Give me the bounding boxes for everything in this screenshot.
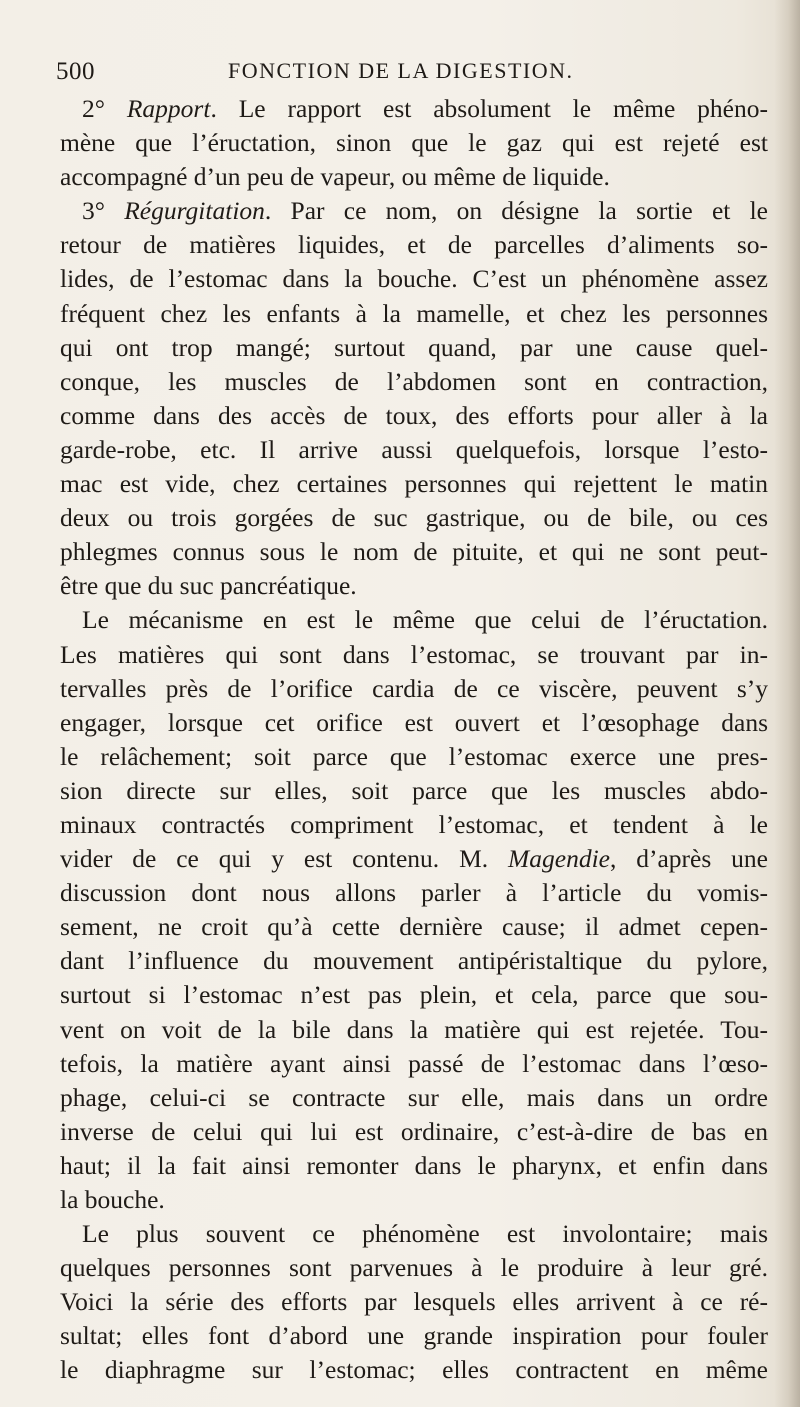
- text-line: dant l’influence du mouvement antipéristaltique du pylore,: [60, 946, 768, 976]
- text-line: vent on voit de la bile dans la matière qui est rejetée. Tou-: [60, 1014, 768, 1044]
- text-line: vider de ce qui y est contenu. M. Magendie, d’après une: [60, 844, 768, 874]
- text-line: phlegmes connus sous le nom de pituite, et qui ne sont peut-: [60, 537, 768, 567]
- text-line: Les matières qui sont dans l’estomac, se trouvant par in-: [60, 639, 768, 669]
- page-header: [56, 58, 756, 92]
- text-line: engager, lorsque cet orifice est ouvert et l’œsophage dans: [60, 707, 768, 737]
- text-line: phage, celui-ci se contracte sur elle, mais dans un ordre: [60, 1082, 768, 1112]
- text-line: comme dans des accès de toux, des efforts pour aller à la: [60, 400, 768, 430]
- text-line: Le plus souvent ce phénomène est involontaire; mais: [82, 1219, 768, 1249]
- body-text: [60, 92, 768, 1388]
- text-line: deux ou trois gorgées de suc gastrique, ou de bile, ou ces: [60, 503, 768, 533]
- text-line: le relâchement; soit parce que l’estomac exerce une pres-: [60, 741, 768, 771]
- text-line: le diaphragme sur l’estomac; elles contractent en même: [60, 1355, 768, 1385]
- text-line: sement, ne croit qu’à cette dernière cause; il admet cepen-: [60, 912, 768, 942]
- page-number: 500: [56, 58, 95, 85]
- text-line: la bouche.: [60, 1185, 165, 1214]
- text-line: inverse de celui qui lui est ordinaire, c’est-à-dire de bas en: [60, 1116, 768, 1146]
- text-line: 2° Rapport. Le rapport est absolument le même phéno-: [82, 94, 768, 123]
- text-line: surtout si l’estomac n’est pas plein, et cela, parce que sou-: [60, 980, 768, 1010]
- text-line: mac est vide, chez certaines personnes qui rejettent le matin: [60, 469, 768, 499]
- text-line: être que du suc pancréatique.: [60, 571, 357, 601]
- text-line: mène que l’éructation, sinon que le gaz qui est rejeté est: [60, 128, 768, 158]
- text-line: Le mécanisme en est le même que celui de l’éructation.: [82, 605, 768, 635]
- text-line: fréquent chez les enfants à la mamelle, et chez les personnes: [60, 298, 768, 328]
- text-line: 3° Régurgitation. Par ce nom, on désigne la sortie et le: [82, 196, 768, 226]
- text-line: tefois, la matière ayant ainsi passé de l’estomac dans l’œso-: [60, 1048, 768, 1078]
- text-line: discussion dont nous allons parler à l’article du vomis-: [60, 878, 768, 908]
- text-line: quelques personnes sont parvenues à le produire à leur gré.: [60, 1253, 768, 1283]
- text-line: haut; il la fait ainsi remonter dans le pharynx, et enfin dans: [60, 1150, 768, 1180]
- text-line: tervalles près de l’orifice cardia de ce viscère, peuvent s’y: [60, 673, 768, 703]
- text-line: qui ont trop mangé; surtout quand, par une cause quel-: [60, 332, 768, 362]
- text-line: sultat; elles font d’abord une grande inspiration pour fouler: [60, 1321, 768, 1351]
- text-line: retour de matières liquides, et de parcelles d’aliments so-: [60, 230, 768, 260]
- text-line: Voici la série des efforts par lesquels elles arrivent à ce ré-: [60, 1287, 768, 1317]
- text-line: lides, de l’estomac dans la bouche. C’est un phénomène assez: [60, 264, 768, 294]
- text-line: accompagné d’un peu de vapeur, ou même de liquide.: [60, 162, 610, 192]
- text-line: sion directe sur elles, soit parce que les muscles abdo-: [60, 775, 768, 805]
- text-line: garde-robe, etc. Il arrive aussi quelquefois, lorsque l’esto-: [60, 434, 768, 464]
- text-line: conque, les muscles de l’abdomen sont en contraction,: [60, 366, 768, 396]
- running-title: FONCTION DE LA DIGESTION.: [228, 58, 574, 83]
- page-edge-shadow: [774, 0, 800, 1407]
- text-line: minaux contractés compriment l’estomac, et tendent à le: [60, 809, 768, 839]
